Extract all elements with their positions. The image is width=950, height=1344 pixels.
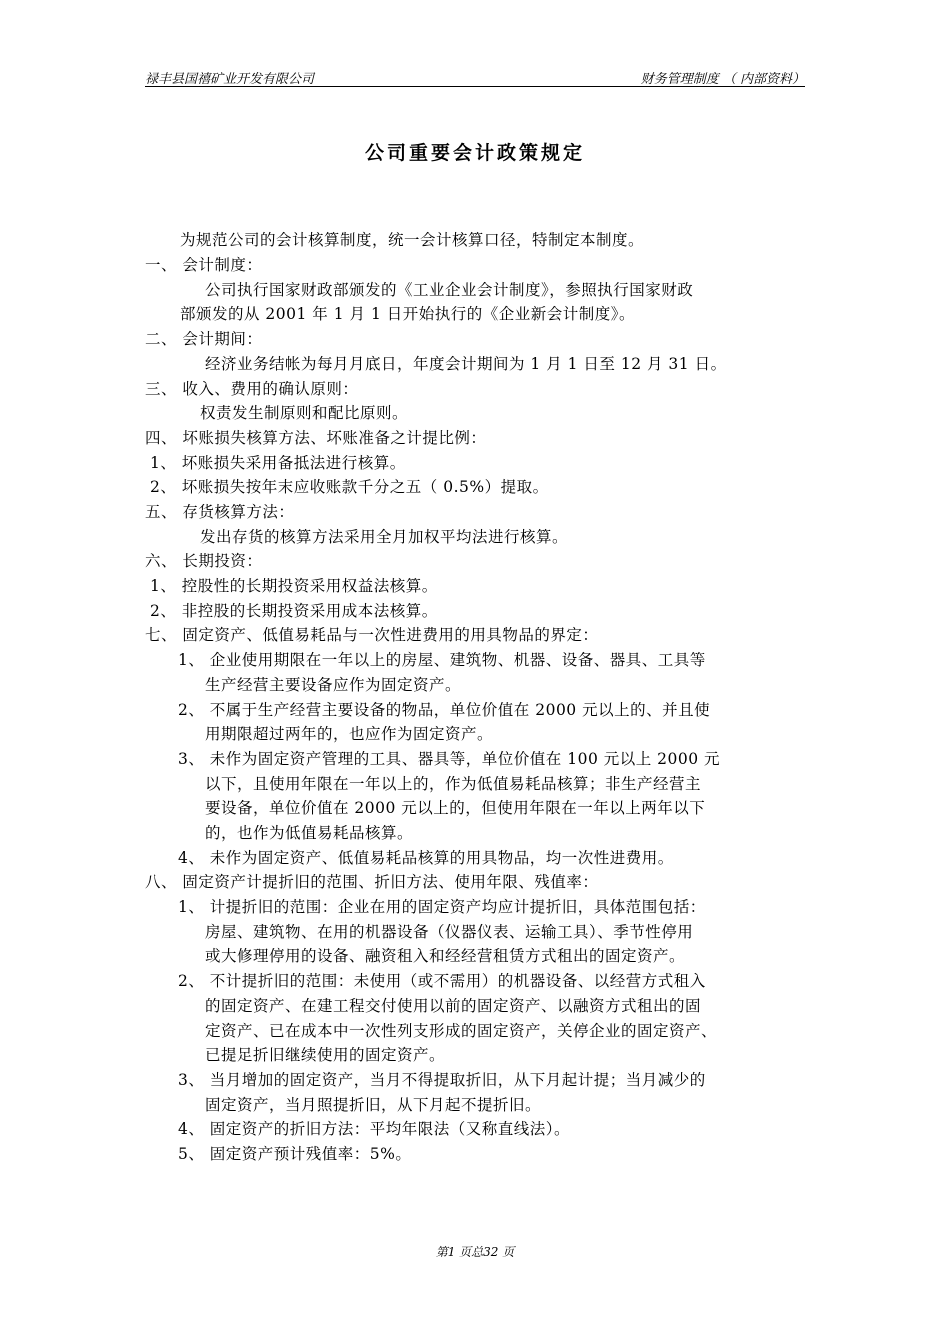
text-line: 房屋、建筑物、在用的机器设备（仪器仪表、运输工具）、季节性停用 (205, 923, 694, 941)
text-line: 1、 企业使用期限在一年以上的房屋、建筑物、机器、设备、器具、工具等 (178, 651, 706, 669)
text-line: 3、 未作为固定资产管理的工具、器具等，单位价值在 100 元以上 2000 元 (178, 750, 721, 768)
text-line: 用期限超过两年的，也应作为固定资产。 (205, 725, 494, 743)
text-line: 三、 收入、费用的确认原则： (145, 380, 359, 398)
text-line: 定资产、已在成本中一次性列支形成的固定资产，关停企业的固定资产、 (205, 1022, 718, 1040)
text-line: 权责发生制原则和配比原则。 (200, 404, 409, 422)
text-line: 2、 不属于生产经营主要设备的物品，单位价值在 2000 元以上的、并且使 (178, 701, 711, 719)
text-line: 以下，且使用年限在一年以上的，作为低值易耗品核算；非生产经营主 (205, 775, 702, 793)
text-line: 已提足折旧继续使用的固定资产。 (205, 1046, 446, 1064)
text-line: 四、 坏账损失核算方法、坏账准备之计提比例： (145, 429, 487, 447)
text-line: 固定资产，当月照提折旧，从下月起不提折旧。 (205, 1096, 542, 1114)
text-line: 要设备，单位价值在 2000 元以上的，但使用年限在一年以上两年以下 (205, 799, 706, 817)
text-line: 2、 坏账损失按年末应收账款千分之五（ 0.5%）提取。 (150, 478, 549, 496)
text-line: 二、 会计期间： (145, 330, 263, 348)
text-line: 4、 未作为固定资产、低值易耗品核算的用具物品，均一次性进费用。 (178, 849, 674, 867)
page-header (145, 66, 805, 87)
text-line: 1、 坏账损失采用备抵法进行核算。 (150, 454, 406, 472)
text-line: 七、 固定资产、低值易耗品与一次性进费用的用具物品的界定： (145, 626, 599, 644)
text-line: 5、 固定资产预计残值率：5%。 (178, 1145, 412, 1163)
text-line: 六、 长期投资： (145, 552, 263, 570)
text-line: 八、 固定资产计提折旧的范围、折旧方法、使用年限、残值率： (145, 873, 599, 891)
text-line: 公司执行国家财政部颁发的《工业企业会计制度》，参照执行国家财政 (205, 281, 694, 299)
text-line: 五、 存货核算方法： (145, 503, 295, 521)
text-line: 经济业务结帐为每月月底日，年度会计期间为 1 月 1 日至 12 月 31 日。 (205, 355, 727, 373)
text-line: 的固定资产、在建工程交付使用以前的固定资产、以融资方式租出的固 (205, 997, 702, 1015)
text-line: 发出存货的核算方法采用全月加权平均法进行核算。 (200, 528, 569, 546)
text-line: 2、 非控股的长期投资采用成本法核算。 (150, 602, 438, 620)
text-line: 的，也作为低值易耗品核算。 (205, 824, 414, 842)
text-line: 或大修理停用的设备、融资租入和经经营租赁方式租出的固定资产。 (205, 947, 686, 965)
page-footer: 第1 页总32 页 (435, 1245, 515, 1259)
company-name: 禄丰县国禧矿业开发有限公司 (145, 72, 315, 87)
text-line: 1、 控股性的长期投资采用权益法核算。 (150, 577, 438, 595)
text-line: 生产经营主要设备应作为固定资产。 (205, 676, 462, 694)
text-line: 部颁发的从 2001 年 1 月 1 日开始执行的《企业新会计制度》。 (180, 305, 635, 323)
text-line: 4、 固定资产的折旧方法：平均年限法（又称直线法）。 (178, 1120, 571, 1138)
page-title: 公司重要会计政策规定 (364, 142, 585, 164)
document-type: 财务管理制度 （ 内部资料） (640, 72, 805, 87)
text-line: 为规范公司的会计核算制度，统一会计核算口径，特制定本制度。 (180, 231, 645, 249)
text-line: 2、 不计提折旧的范围：未使用（或不需用）的机器设备、以经营方式租入 (178, 972, 706, 990)
text-line: 一、 会计制度： (145, 256, 263, 274)
text-line: 1、 计提折旧的范围：企业在用的固定资产均应计提折旧，具体范围包括： (178, 898, 706, 916)
text-line: 3、 当月增加的固定资产，当月不得提取折旧，从下月起计提；当月减少的 (178, 1071, 706, 1089)
